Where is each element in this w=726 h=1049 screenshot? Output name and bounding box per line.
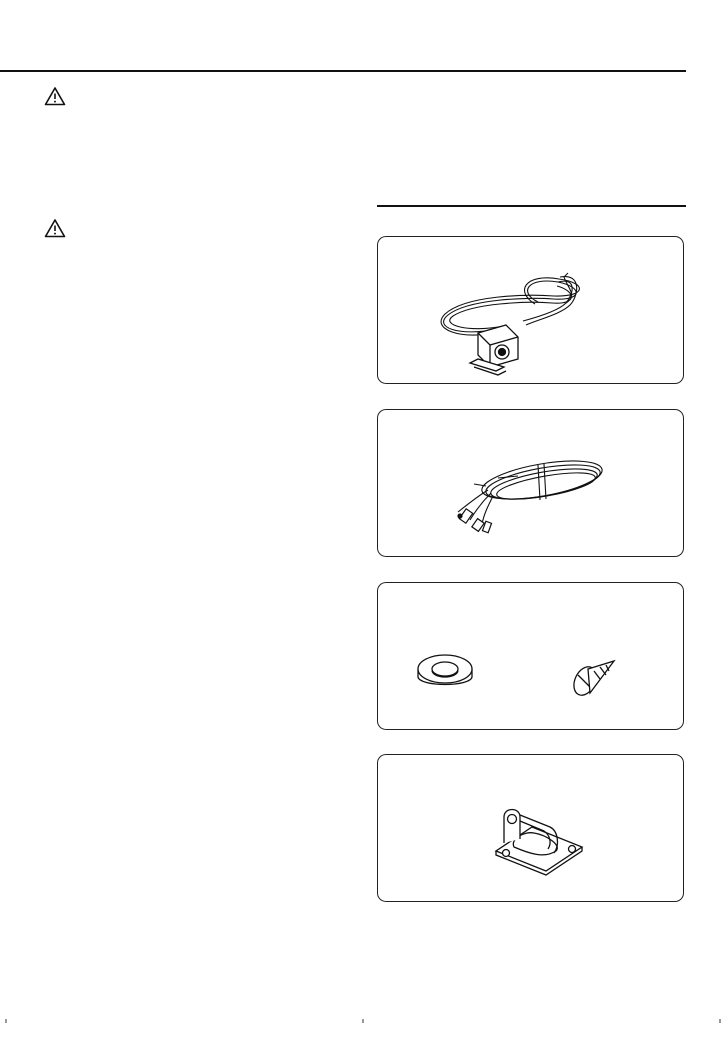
parts-list-rule bbox=[377, 205, 686, 207]
warning-triangle-icon bbox=[44, 218, 66, 238]
warning-triangle-icon bbox=[44, 86, 66, 106]
part-box-bracket bbox=[377, 754, 684, 902]
part-box-camera bbox=[377, 236, 684, 384]
crop-mark bbox=[5, 1019, 7, 1023]
crop-mark bbox=[719, 1019, 721, 1023]
grommet-illustration bbox=[378, 583, 685, 731]
bracket-illustration bbox=[378, 755, 685, 903]
cable-bundle-illustration bbox=[378, 410, 685, 558]
part-box-extension-cable bbox=[377, 409, 684, 557]
screw-illustration bbox=[570, 661, 614, 699]
camera-cable-illustration bbox=[378, 237, 685, 385]
part-box-grommet-screw bbox=[377, 582, 684, 730]
crop-mark bbox=[362, 1019, 364, 1023]
header-rule bbox=[0, 70, 686, 72]
